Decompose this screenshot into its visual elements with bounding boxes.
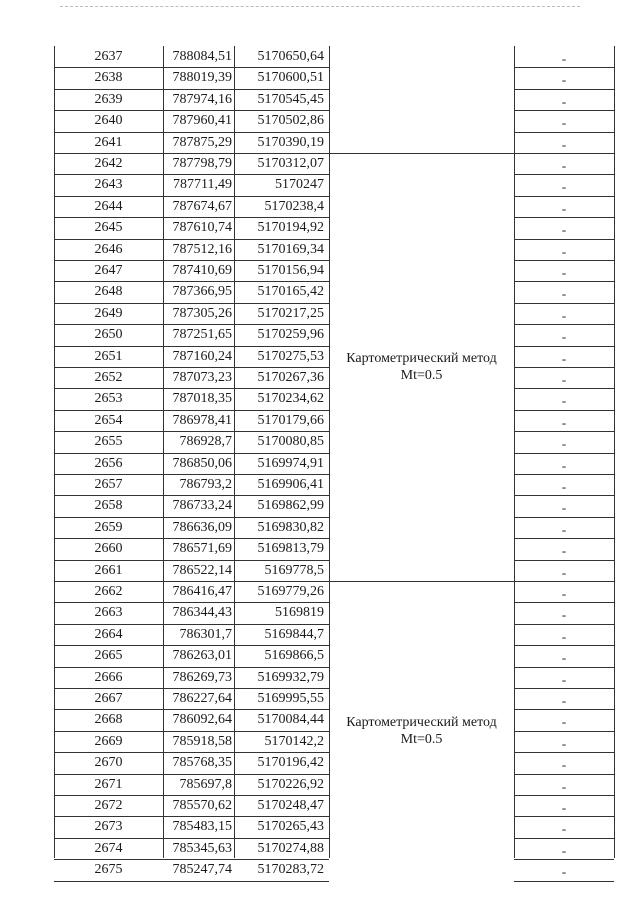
point-number-cell: 2645: [94, 220, 123, 236]
x-coordinate-cell: 786301,7: [179, 626, 232, 642]
table-row: [54, 46, 329, 68]
y-coordinate-cell: 5170600,51: [257, 70, 324, 86]
point-number-cell: 2647: [94, 263, 123, 278]
table-row: [54, 89, 329, 111]
point-number-cell: 2675: [94, 862, 123, 878]
y-coordinate-cell: 5170084,44: [257, 712, 324, 728]
y-coordinate-cell: 5170194,92: [257, 220, 324, 236]
x-coordinate-cell: 786269,73: [172, 669, 232, 685]
dash-cell: -: [514, 174, 614, 196]
y-coordinate-cell: 5170545,45: [257, 91, 324, 107]
group-divider: [329, 153, 514, 154]
point-number-cell: 2667: [94, 691, 123, 706]
dash-cell: -: [514, 688, 614, 710]
y-coordinate-cell: 5170650,64: [257, 49, 324, 64]
dash-cell: -: [514, 838, 614, 860]
x-coordinate-cell: 786227,64: [172, 691, 232, 706]
y-coordinate-cell: 5170390,19: [257, 134, 324, 150]
x-coordinate-cell: 786522,14: [172, 562, 232, 578]
y-coordinate-cell: 5169830,82: [257, 519, 324, 535]
y-coordinate-cell: 5169974,91: [257, 455, 324, 471]
y-coordinate-cell: 5170265,43: [257, 819, 324, 835]
point-number-cell: 2657: [94, 477, 123, 492]
dash-cell: -: [514, 517, 614, 539]
point-number-cell: 2661: [94, 562, 123, 578]
dash-cell: -: [514, 602, 614, 624]
y-coordinate-cell: 5169819: [275, 605, 324, 621]
dash-cell: -: [514, 453, 614, 475]
table-row: [54, 731, 329, 753]
table-row: [54, 410, 329, 432]
point-number-cell: 2642: [94, 156, 123, 171]
dash-cell: -: [514, 816, 614, 838]
table-row: [54, 217, 329, 239]
y-coordinate-cell: 5170274,88: [257, 840, 324, 856]
point-number-cell: 2638: [94, 70, 123, 86]
point-number-cell: 2659: [94, 519, 123, 535]
table-row: [54, 281, 329, 303]
x-coordinate-cell: 787960,41: [172, 113, 232, 129]
point-number-cell: 2644: [94, 198, 123, 214]
point-number-cell: 2663: [94, 605, 123, 621]
dash-cell: -: [514, 474, 614, 496]
method-name: Картометрический метод: [346, 351, 497, 366]
y-coordinate-cell: 5170156,94: [257, 263, 324, 278]
dash-cell: -: [514, 153, 614, 175]
table-row: [54, 388, 329, 410]
point-number-cell: 2654: [94, 412, 123, 428]
y-coordinate-cell: 5170217,25: [257, 305, 324, 321]
table-row: [54, 667, 329, 689]
point-number-cell: 2641: [94, 134, 123, 150]
point-number-cell: 2668: [94, 712, 123, 728]
table-row: [54, 838, 329, 860]
y-coordinate-cell: 5170238,4: [264, 198, 324, 214]
x-coordinate-cell: 786416,47: [172, 584, 232, 599]
y-coordinate-cell: 5170142,2: [264, 733, 324, 749]
x-coordinate-cell: 785345,63: [172, 840, 232, 856]
dash-cell: -: [514, 303, 614, 325]
table-row: [54, 859, 329, 881]
table-row: [54, 709, 329, 731]
y-coordinate-cell: 5170312,07: [257, 156, 324, 171]
point-number-cell: 2650: [94, 327, 123, 343]
dash-cell: -: [514, 752, 614, 774]
x-coordinate-cell: 786850,06: [172, 455, 232, 471]
y-coordinate-cell: 5170502,86: [257, 113, 324, 129]
y-coordinate-cell: 5169844,7: [264, 626, 324, 642]
y-coordinate-cell: 5169778,5: [264, 562, 324, 578]
page-top-rule: [60, 6, 580, 7]
point-number-cell: 2656: [94, 455, 123, 471]
point-number-cell: 2652: [94, 370, 123, 385]
y-coordinate-cell: 5169866,5: [264, 648, 324, 664]
table-row: [54, 431, 329, 453]
dash-cell: -: [514, 795, 614, 817]
x-coordinate-cell: 787798,79: [172, 156, 232, 171]
dash-cell: -: [514, 645, 614, 667]
point-number-cell: 2648: [94, 284, 123, 300]
y-coordinate-cell: 5170275,53: [257, 348, 324, 364]
dash-cell: -: [514, 89, 614, 111]
dash-cell: -: [514, 431, 614, 453]
dash-cell: -: [514, 859, 614, 881]
x-coordinate-cell: 787711,49: [173, 177, 232, 193]
y-coordinate-cell: 5169862,99: [257, 498, 324, 514]
dash-cell: -: [514, 410, 614, 432]
point-number-cell: 2670: [94, 755, 123, 771]
method-accuracy: Mt=0.5: [400, 368, 443, 383]
x-coordinate-cell: 786978,41: [172, 412, 232, 428]
y-coordinate-cell: 5170283,72: [257, 862, 324, 878]
group-divider: [329, 581, 514, 582]
table-row: [54, 645, 329, 667]
point-number-cell: 2651: [94, 348, 123, 364]
dash-cell: -: [514, 196, 614, 218]
x-coordinate-cell: 786928,7: [179, 434, 232, 450]
x-coordinate-cell: 785768,35: [172, 755, 232, 771]
table-row: [54, 346, 329, 368]
table-row: [54, 517, 329, 539]
table-row: [54, 624, 329, 646]
table-row: [54, 688, 329, 710]
x-coordinate-cell: 787674,67: [172, 198, 232, 214]
dash-cell: -: [514, 281, 614, 303]
x-coordinate-cell: 787251,65: [172, 327, 232, 343]
y-coordinate-cell: 5170080,85: [257, 434, 324, 450]
method-cell-group-2: [329, 714, 514, 748]
x-coordinate-cell: 787018,35: [172, 391, 232, 407]
table-row: [54, 110, 329, 132]
point-number-cell: 2664: [94, 626, 123, 642]
dash-cell: -: [514, 667, 614, 689]
y-coordinate-cell: 5170196,42: [257, 755, 324, 771]
point-number-cell: 2671: [94, 776, 123, 792]
x-coordinate-cell: 787305,26: [172, 305, 232, 321]
table-row: [54, 581, 329, 603]
dash-cell: -: [514, 260, 614, 282]
method-cell-group-1: [329, 350, 514, 384]
table-row: [54, 816, 329, 838]
dash-cell: -: [514, 346, 614, 368]
dash-cell: -: [514, 367, 614, 389]
table-row: [54, 602, 329, 624]
x-coordinate-cell: 787160,24: [172, 348, 232, 364]
table-row: [54, 67, 329, 89]
point-number-cell: 2646: [94, 241, 123, 257]
method-name: Картометрический метод: [346, 714, 497, 730]
dash-cell: -: [514, 110, 614, 132]
point-number-cell: 2674: [94, 840, 123, 856]
x-coordinate-cell: 786571,69: [172, 541, 232, 557]
y-coordinate-cell: 5169995,55: [257, 691, 324, 706]
dash-cell: -: [514, 67, 614, 89]
dash-cell: -: [514, 581, 614, 603]
point-number-cell: 2658: [94, 498, 123, 514]
x-coordinate-cell: 788084,51: [172, 49, 232, 64]
x-coordinate-cell: 786092,64: [172, 712, 232, 728]
point-number-cell: 2669: [94, 733, 123, 749]
x-coordinate-cell: 787875,29: [172, 134, 232, 150]
y-coordinate-cell: 5170165,42: [257, 284, 324, 300]
table-row: [54, 752, 329, 774]
point-number-cell: 2640: [94, 113, 123, 129]
table-row: [54, 303, 329, 325]
table-row: [54, 474, 329, 496]
dash-cell: -: [514, 624, 614, 646]
y-coordinate-cell: 5170226,92: [257, 776, 324, 792]
y-coordinate-cell: 5170259,96: [257, 327, 324, 343]
dash-cell: -: [514, 239, 614, 261]
dash-cell: -: [514, 774, 614, 796]
point-number-cell: 2653: [94, 391, 123, 407]
table-row: [54, 453, 329, 475]
table-row: [54, 260, 329, 282]
y-coordinate-cell: 5169779,26: [257, 584, 324, 599]
dash-cell: -: [514, 46, 614, 68]
table-row: [54, 367, 329, 389]
dash-cell: -: [514, 217, 614, 239]
y-coordinate-cell: 5169906,41: [257, 477, 324, 492]
x-coordinate-cell: 785483,15: [172, 819, 232, 835]
point-number-cell: 2643: [94, 177, 123, 193]
point-number-cell: 2639: [94, 91, 123, 107]
table-row: [54, 239, 329, 261]
table-row: [54, 196, 329, 218]
table-row: [54, 324, 329, 346]
x-coordinate-cell: 785918,58: [172, 733, 232, 749]
table-row: [54, 538, 329, 560]
dash-cell: -: [514, 495, 614, 517]
dash-cell: -: [514, 132, 614, 154]
table-row: [54, 495, 329, 517]
point-number-cell: 2673: [94, 819, 123, 835]
table-row: [54, 132, 329, 154]
y-coordinate-cell: 5169932,79: [257, 669, 324, 685]
dash-cell: -: [514, 709, 614, 731]
x-coordinate-cell: 787974,16: [172, 91, 232, 107]
x-coordinate-cell: 785697,8: [179, 776, 232, 792]
y-coordinate-cell: 5170267,36: [257, 370, 324, 385]
coordinates-table: [54, 46, 615, 880]
table-row: [54, 795, 329, 817]
table-row: [54, 174, 329, 196]
table-row: [54, 774, 329, 796]
point-number-cell: 2660: [94, 541, 123, 557]
x-coordinate-cell: 787410,69: [172, 263, 232, 278]
point-number-cell: 2649: [94, 305, 123, 321]
y-coordinate-cell: 5170234,62: [257, 391, 324, 407]
x-coordinate-cell: 787610,74: [172, 220, 232, 236]
y-coordinate-cell: 5169813,79: [257, 541, 324, 557]
dash-cell: -: [514, 324, 614, 346]
point-number-cell: 2672: [94, 798, 123, 813]
table-row: [54, 153, 329, 175]
y-coordinate-cell: 5170179,66: [257, 412, 324, 428]
dash-cell: -: [514, 538, 614, 560]
x-coordinate-cell: 786733,24: [172, 498, 232, 514]
x-coordinate-cell: 786344,43: [172, 605, 232, 621]
y-coordinate-cell: 5170248,47: [257, 798, 324, 813]
table-row: [54, 560, 329, 582]
dash-cell: -: [514, 560, 614, 582]
point-number-cell: 2665: [94, 648, 123, 664]
x-coordinate-cell: 786263,01: [172, 648, 232, 664]
y-coordinate-cell: 5170247: [275, 177, 324, 193]
point-number-cell: 2655: [94, 434, 123, 450]
method-accuracy: Mt=0.5: [400, 731, 443, 747]
point-number-cell: 2662: [94, 584, 123, 599]
dash-cell: -: [514, 388, 614, 410]
x-coordinate-cell: 786793,2: [179, 477, 232, 492]
dash-cell: -: [514, 731, 614, 753]
x-coordinate-cell: 788019,39: [172, 70, 232, 86]
x-coordinate-cell: 785247,74: [172, 862, 232, 878]
x-coordinate-cell: 787366,95: [172, 284, 232, 300]
point-number-cell: 2637: [94, 49, 123, 64]
point-number-cell: 2666: [94, 669, 123, 685]
x-coordinate-cell: 787073,23: [172, 370, 232, 385]
x-coordinate-cell: 787512,16: [172, 241, 232, 257]
x-coordinate-cell: 786636,09: [172, 519, 232, 535]
y-coordinate-cell: 5170169,34: [257, 241, 324, 257]
x-coordinate-cell: 785570,62: [172, 798, 232, 813]
